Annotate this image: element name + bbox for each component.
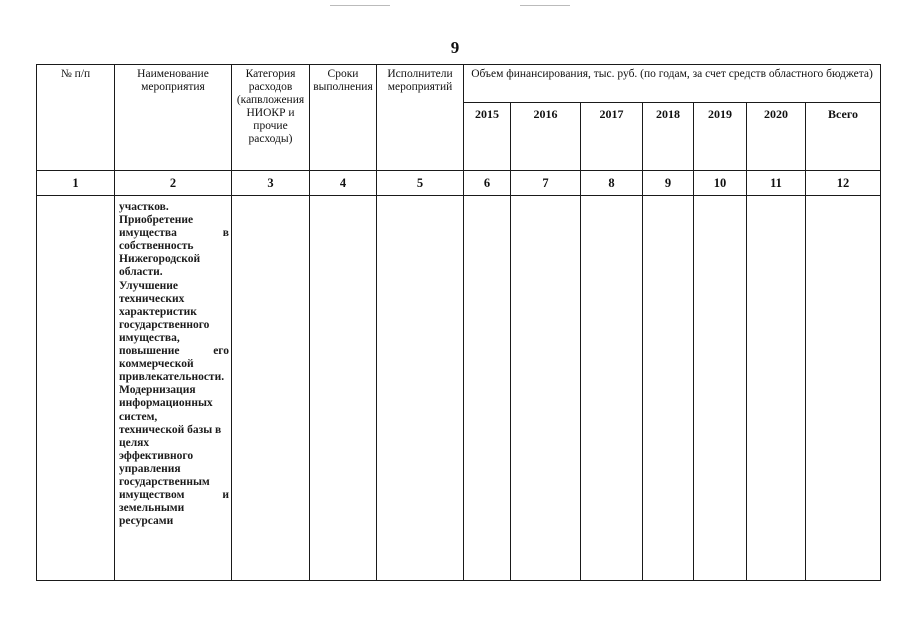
description-line: Приобретение — [119, 214, 194, 227]
header-year-2020: 2020 — [747, 103, 806, 171]
cell-total — [806, 196, 881, 581]
description-line: эффективного — [119, 449, 194, 462]
header-deadlines: Сроки выполнения — [310, 65, 377, 171]
header-total: Всего — [806, 103, 881, 171]
column-number: 6 — [464, 171, 511, 196]
description-line: Нижегородской — [119, 253, 201, 266]
header-year-2018: 2018 — [643, 103, 694, 171]
description-line: систем, — [119, 410, 158, 423]
cell-2015 — [464, 196, 511, 581]
description-line: характеристик — [119, 305, 197, 318]
program-activities-table — [36, 64, 881, 581]
scan-artifact-line — [330, 5, 390, 6]
description-line: информационных — [119, 397, 213, 410]
column-number: 9 — [643, 171, 694, 196]
description-line: технической базы в — [119, 423, 222, 436]
column-number: 3 — [232, 171, 310, 196]
activity-description — [115, 196, 232, 581]
description-line: земельными — [119, 502, 185, 515]
description-line: управления — [119, 462, 181, 475]
cell-executors — [377, 196, 464, 581]
description-line: Модернизация — [119, 384, 196, 397]
cell-expense-category — [232, 196, 310, 581]
cell-2018 — [643, 196, 694, 581]
description-line: привлекательности. — [119, 371, 225, 384]
column-number: 8 — [581, 171, 643, 196]
scan-artifact-line — [520, 5, 570, 6]
description-line: участков. — [119, 201, 169, 213]
column-number: 11 — [747, 171, 806, 196]
description-line: государственным — [119, 475, 210, 488]
cell-2017 — [581, 196, 643, 581]
header-year-2016: 2016 — [511, 103, 581, 171]
page-number: 9 — [450, 38, 460, 57]
header-number: № п/п — [37, 65, 115, 171]
header-activity-name: Наименование мероприятия — [115, 65, 232, 171]
description-line: собственность — [119, 240, 194, 253]
column-number: 4 — [310, 171, 377, 196]
description-line: государственного — [119, 318, 210, 331]
header-expense-category: Категория расходов (капвложения НИОКР и прочие расходы) — [232, 65, 310, 171]
description-line: имущества, — [119, 331, 180, 344]
description-line: целях — [119, 436, 150, 449]
column-number: 1 — [37, 171, 115, 196]
description-line: повышение его — [119, 345, 229, 358]
cell-number — [37, 196, 115, 581]
description-line: Улучшение — [119, 279, 178, 292]
column-number: 2 — [115, 171, 232, 196]
header-funding: Объем финансирования, тыс. руб. (по годам, за счет средств областного бюджета) — [464, 65, 881, 103]
description-line: ресурсами — [119, 515, 174, 528]
header-year-2019: 2019 — [694, 103, 747, 171]
description-line: области. — [119, 266, 163, 279]
column-number: 10 — [694, 171, 747, 196]
cell-2020 — [747, 196, 806, 581]
column-number: 5 — [377, 171, 464, 196]
description-line: коммерческой — [119, 358, 194, 371]
description-line: имущества в — [119, 227, 229, 240]
column-number: 12 — [806, 171, 881, 196]
cell-2019 — [694, 196, 747, 581]
header-year-2015: 2015 — [464, 103, 511, 171]
description-line: имуществом и — [119, 489, 229, 502]
cell-2016 — [511, 196, 581, 581]
cell-deadlines — [310, 196, 377, 581]
column-number: 7 — [511, 171, 581, 196]
description-line: технических — [119, 292, 185, 305]
header-year-2017: 2017 — [581, 103, 643, 171]
header-executors: Исполнители мероприятий — [377, 65, 464, 171]
